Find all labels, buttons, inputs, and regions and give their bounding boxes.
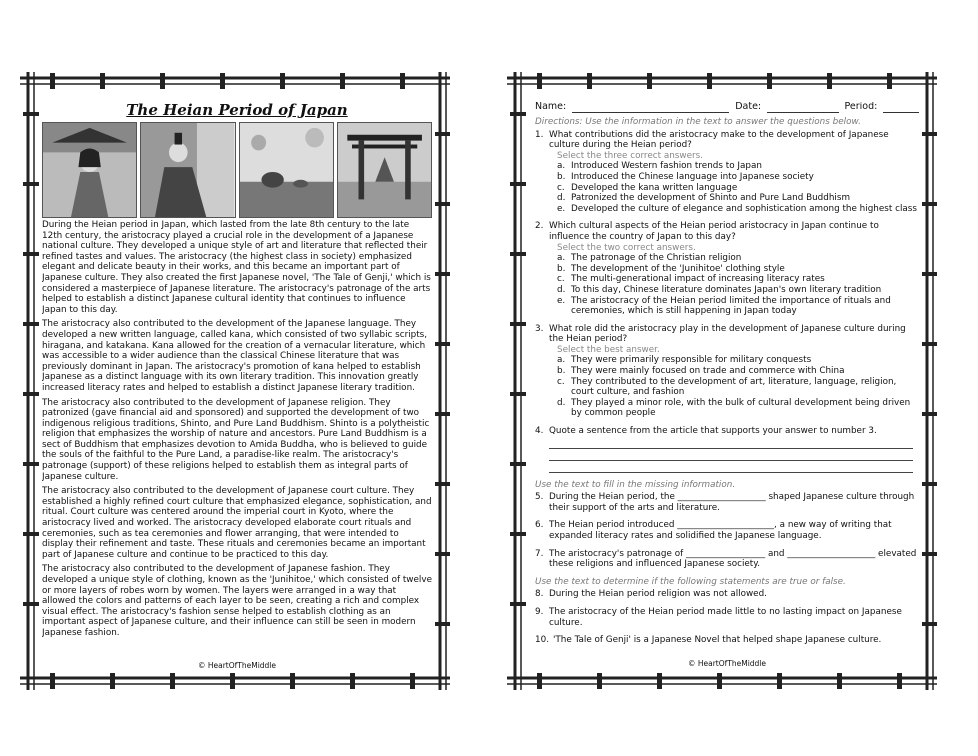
q2-option-e[interactable]: e. The aristocracy of the Heian period limited the importance of rituals and ceremonies, which is still happening in Japan today [557, 295, 891, 317]
q2-option-a[interactable]: a. The patronage of the Christian religion [557, 253, 742, 264]
date-field[interactable] [767, 102, 838, 113]
woman-in-kimono-image [42, 122, 137, 218]
courtier-image [140, 122, 235, 218]
directions-1: Directions: Use the information in the text to answer the questions below. [535, 117, 861, 127]
q2-instruction: Select the two correct answers. [557, 242, 696, 253]
copyright-footer: © HeartOfTheMiddle [687, 659, 767, 669]
q1-option-d[interactable]: d. Patronized the development of Shinto and Pure Land Buddhism [557, 193, 851, 204]
date-label: Date: [735, 102, 762, 112]
q1-option-a[interactable]: a. Introduced Western fashion trends to Japan [557, 161, 762, 172]
worksheet-page [507, 72, 937, 690]
answer-line-1[interactable] [549, 437, 913, 449]
q2-option-b[interactable]: b. The development of the 'Junihitoe' clothing style [557, 263, 785, 274]
image-strip [42, 122, 432, 218]
name-label: Name: [535, 102, 567, 112]
period-field[interactable] [883, 102, 919, 113]
copyright-footer: © HeartOfTheMiddle [197, 661, 277, 670]
q2-option-d[interactable]: d. To this day, Chinese literature dominates Japan's own literary tradition [557, 284, 882, 295]
period-label: Period: [844, 102, 878, 112]
answer-line-2[interactable] [549, 449, 913, 461]
question-1: 1. What contributions did the aristocracy make to the development of Japanese culture during the Heian period? [535, 129, 889, 151]
question-9: 9. The aristocracy of the Heian period made little to no lasting impact on Japanese culture. [535, 606, 902, 628]
q3-option-d[interactable]: d. They played a minor role, with the bulk of cultural development being driven by common people [557, 397, 911, 419]
tea-ceremony-image [239, 122, 334, 218]
name-field[interactable] [572, 102, 729, 113]
q3-option-a[interactable]: a. They were primarily responsible for military conquests [557, 355, 812, 366]
q3-option-b[interactable]: b. They were mainly focused on trade and commerce with China [557, 366, 845, 377]
q1-option-c[interactable]: c. Developed the kana written language [557, 182, 738, 193]
q3-option-c[interactable]: c. They contributed to the development of art, literature, language, religion, court culture, and fashion [557, 376, 897, 398]
header-fields [535, 102, 919, 113]
paragraph-1: During the Heian period in Japan, which lasted from the late 8th century to the late 12th century, the aristocracy played a crucial role in the development of a Japanese national culture. They developed a unique style of art and literature that reflected their refined tastes and values. The aristocracy (the highest class in society) emphasized elegant and delicate beauty in their works, and this became an important part of Japanese culture. They also created the first Japanese novel, 'The Tale of Genji,' which is considered a masterpiece of Japanese literature. The aristocracy's patronage of the arts helped to establish a distinct Japanese cultural identity that continues to influence Japan to this day. [42, 220, 431, 315]
question-6: 6. The Heian period introduced ______________________, a new way of writing that expanded literacy rates and solidified the Japanese language. [535, 520, 892, 541]
paragraph-2: The aristocracy also contributed to the development of the Japanese language. They developed a new written language, called kana, which consisted of two syllabic scripts, hiragana, and katakana. Kana allowed for the creation of a vernacular literature, which was accessible to a wider audience than the classical Chinese literature that was previously dominant in Japan. The aristocracy's promotion of kana helped to establish Japanese as a distinct language with its own literary tradition. This innovation greatly increased literacy rates and helped to establish a distinct Japanese literary tradition. [42, 319, 428, 393]
paragraph-4: The aristocracy also contributed to the development of Japanese court culture. They established a highly refined court culture that emphasized elegance, sophistication, and ritual. Court culture was centered around the imperial court in Kyoto, where the aristocracy lived and worked. The aristocracy developed elaborate court rituals and ceremonies, such as tea ceremonies and flower arranging, that were intended to display their refinement and taste. These rituals and ceremonies became an important part of Japanese culture and continue to be practiced to this day. [42, 486, 432, 560]
reading-page [20, 72, 450, 690]
answer-line-3[interactable] [549, 461, 913, 473]
q3-instruction: Select the best answer. [557, 344, 660, 355]
q1-instruction: Select the three correct answers. [557, 150, 703, 161]
shrine-gate-image [337, 122, 432, 218]
question-10: 10. 'The Tale of Genji' is a Japanese Novel that helped shape Japanese culture. [535, 635, 882, 646]
paragraph-3: The aristocracy also contributed to the development of Japanese religion. They patronized (gave financial aid and sponsored) and supported the development of two indigenous religious traditions, Shinto, and Pure Land Buddhism. Shinto is a polytheistic religion that emphasizes the worship of nature and ancestors. Pure Land Buddhism is a sect of Buddhism that emphasizes devotion to Amida Buddha, who is believed to guide the souls of the faithful to the Pure Land, a paradise-like realm. The aristocracy's patronage (support) of these religions helped to establish them as integral parts of Japanese culture. [42, 397, 430, 482]
paragraph-5: The aristocracy also contributed to the development of Japanese fashion. They developed a unique style of clothing, known as the 'Junihitoe,' which consisted of twelve or more layers of robes worn by women. The layers were arranged in a way that allowed the colors and patterns of each layer to be seen, creating a rich and complex visual effect. The aristocracy's fashion sense helped to establish clothing as an important aspect of Japanese culture, and their influence can still be seen in modern Japanese fashion. [42, 564, 432, 638]
page-title: The Heian Period of Japan [126, 101, 348, 119]
question-4: 4. Quote a sentence from the article that supports your answer to number 3. [535, 426, 877, 437]
q1-option-b[interactable]: b. Introduced the Chinese language into Japanese society [557, 171, 814, 182]
directions-3: Use the text to determine if the following statements are true or false. [535, 576, 846, 587]
question-7: 7. The aristocracy's patronage of __________________ and ____________________ elevated these religions and influenced Japanese society. [535, 548, 917, 570]
directions-2: Use the text to fill in the missing information. [535, 479, 736, 490]
question-5: 5. During the Heian period, the ____________________ shaped Japanese culture through their support of the arts and literature. [535, 492, 915, 513]
article-body [42, 220, 432, 639]
question-3: 3. What role did the aristocracy play in the development of Japanese culture during the Heian period? [535, 323, 906, 345]
question-8: 8. During the Heian period religion was not allowed. [535, 589, 767, 600]
question-2: 2. Which cultural aspects of the Heian period aristocracy in Japan continue to influence the country of Japan to this day? [535, 221, 879, 242]
q1-option-e[interactable]: e. Developed the culture of elegance and sophistication among the highest class [557, 203, 917, 214]
q2-option-c[interactable]: c. The multi-generational impact of increasing literacy rates [557, 274, 825, 285]
